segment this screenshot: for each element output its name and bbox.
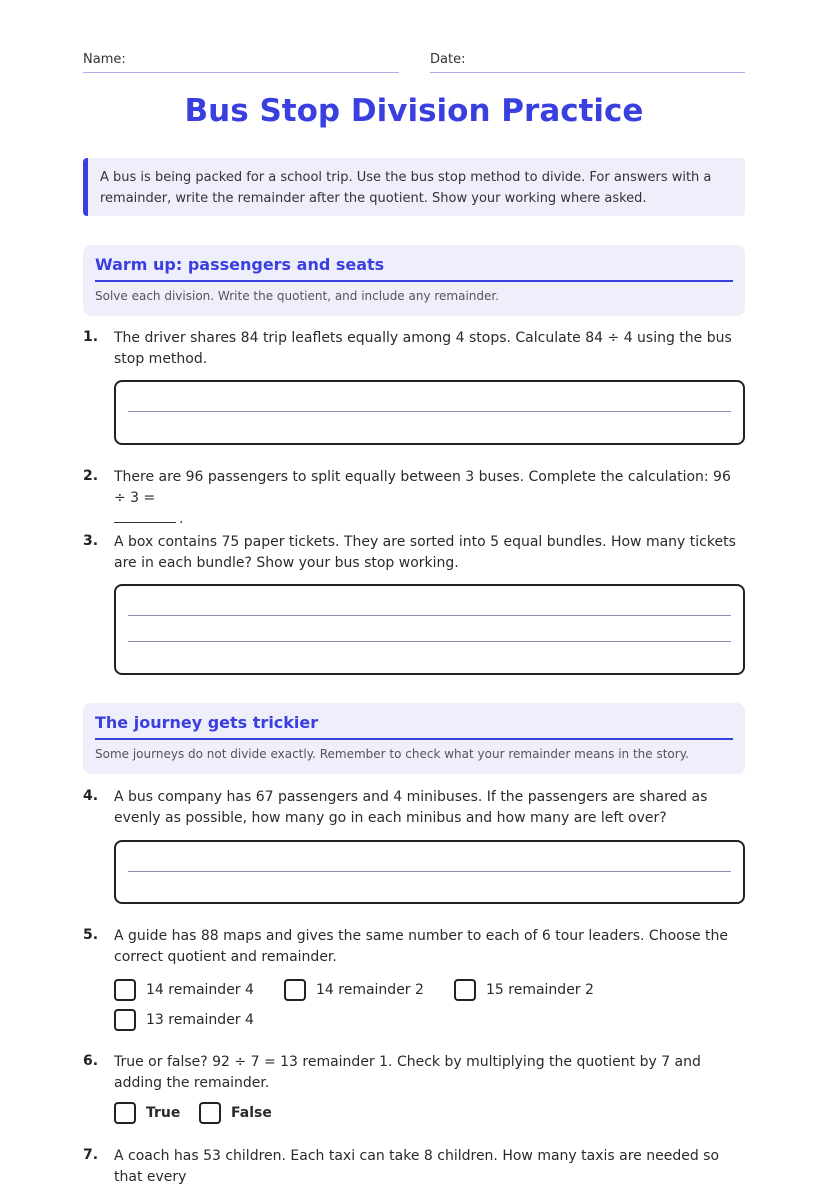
- question-number: 6.: [83, 1053, 99, 1069]
- checkbox[interactable]: [114, 1102, 136, 1124]
- question-text: A coach has 53 children. Each taxi can take 8 children. How many taxis are needed so that every: [114, 1148, 720, 1185]
- option-true[interactable]: [114, 1101, 180, 1125]
- section-subtitle: Some journeys do not divide exactly. Remember to check what your remainder means in the story.: [95, 747, 689, 761]
- intro-box: [83, 158, 745, 216]
- question-text: A bus company has 67 passengers and 4 minibuses. If the passengers are shared as evenly as possible, how many go in each minibus and how many are left over?: [114, 789, 708, 826]
- question-number: 2.: [83, 468, 99, 484]
- date-label: Date:: [430, 52, 466, 67]
- checkbox[interactable]: [114, 1009, 136, 1031]
- option-15-remainder-2[interactable]: [454, 978, 594, 1002]
- option-label: 14 remainder 2: [316, 982, 424, 998]
- question-number: 7.: [83, 1147, 99, 1163]
- option-label: False: [231, 1105, 272, 1121]
- answer-box[interactable]: [114, 840, 745, 904]
- checkbox[interactable]: [199, 1102, 221, 1124]
- question-text: The driver shares 84 trip leaflets equally among 4 stops. Calculate 84 ÷ 4 using the bus stop method.: [114, 330, 732, 367]
- question-number: 3.: [83, 533, 99, 549]
- checkbox[interactable]: [284, 979, 306, 1001]
- answer-box[interactable]: [114, 584, 745, 675]
- option-label: True: [146, 1105, 181, 1121]
- option-label: 14 remainder 4: [146, 982, 254, 998]
- section-journey: [83, 703, 745, 774]
- question-text: There are 96 passengers to split equally between 3 buses. Complete the calculation: 96 ÷ 3 =: [114, 469, 731, 506]
- page-title: Bus Stop Division Practice: [184, 93, 644, 129]
- question-number: 4.: [83, 788, 99, 804]
- answer-line: [128, 871, 731, 872]
- section-heading: Warm up: passengers and seats: [95, 255, 733, 282]
- section-subtitle: Solve each division. Write the quotient, and include any remainder.: [95, 289, 500, 303]
- question-text-block: [114, 467, 746, 530]
- answer-line: [128, 641, 731, 642]
- section-heading: The journey gets trickier: [95, 713, 733, 740]
- option-13-remainder-4[interactable]: [114, 1008, 254, 1032]
- section-warm-up: [83, 245, 745, 316]
- name-field[interactable]: [83, 52, 399, 67]
- question-number: 5.: [83, 927, 99, 943]
- checkbox[interactable]: [114, 979, 136, 1001]
- answer-line: [128, 411, 731, 412]
- date-field[interactable]: [430, 52, 745, 67]
- question-text: True or false? 92 ÷ 7 = 13 remainder 1. Check by multiplying the quotient by 7 and adding the remainder.: [114, 1054, 701, 1091]
- name-line: [83, 72, 399, 73]
- option-label: 15 remainder 2: [486, 982, 594, 998]
- option-14-remainder-4[interactable]: [114, 978, 254, 1002]
- question-end: .: [179, 511, 184, 527]
- date-line: [430, 72, 745, 73]
- name-label: Name:: [83, 52, 126, 67]
- intro-text: A bus is being packed for a school trip. Use the bus stop method to divide. For answers with a remainder, write the remainder after the quotient. Show your working where asked.: [100, 170, 712, 206]
- question-text: A box contains 75 paper tickets. They are sorted into 5 equal bundles. How many tickets are in each bundle? Show your bus stop working.: [114, 534, 736, 571]
- answer-line: [128, 615, 731, 616]
- answer-box[interactable]: [114, 380, 745, 445]
- option-label: 13 remainder 4: [146, 1012, 254, 1028]
- question-number: 1.: [83, 329, 99, 345]
- question-text: A guide has 88 maps and gives the same number to each of 6 tour leaders. Choose the correct quotient and remainder.: [114, 928, 729, 965]
- answer-blank[interactable]: [114, 509, 176, 523]
- checkbox[interactable]: [454, 979, 476, 1001]
- option-false[interactable]: [199, 1101, 272, 1125]
- option-14-remainder-2[interactable]: [284, 978, 424, 1002]
